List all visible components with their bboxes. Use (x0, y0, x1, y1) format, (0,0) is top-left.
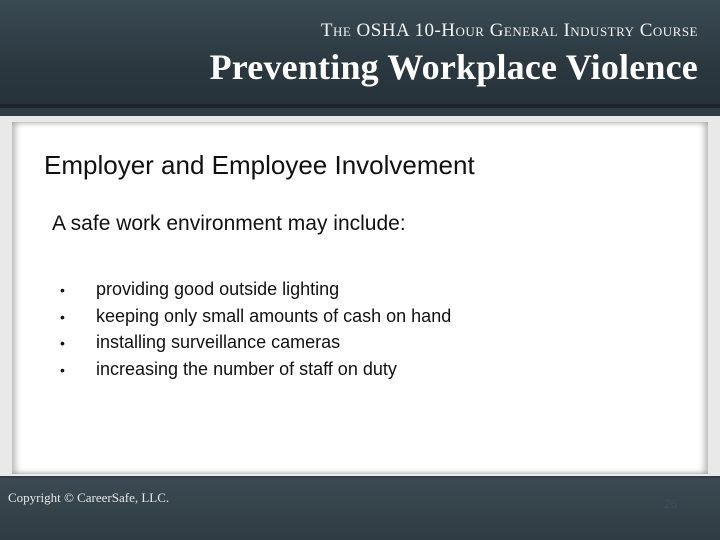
bullet-marker: • (60, 335, 65, 351)
bullet-text: providing good outside lighting (96, 279, 340, 299)
bullet-list (56, 276, 451, 382)
list-item (56, 356, 451, 383)
list-item (56, 303, 451, 330)
bullet-marker: • (60, 361, 65, 378)
bullet-text: installing surveillance cameras (96, 332, 341, 352)
bullet-marker: • (60, 282, 65, 298)
module-title: Preventing Workplace Violence (209, 47, 698, 87)
intro-text: A safe work environment may include: (52, 212, 406, 235)
bullet-text: increasing the number of staff on duty (96, 358, 397, 379)
slide-footer (0, 478, 720, 540)
course-name: The OSHA 10-Hour General Industry Course (320, 20, 698, 41)
list-item (56, 329, 451, 356)
slide-title: Employer and Employee Involvement (44, 150, 475, 180)
bullet-text: keeping only small amounts of cash on hand (96, 305, 452, 326)
header-divider (0, 104, 720, 108)
copyright-notice: Copyright © CareerSafe, LLC. (8, 490, 170, 505)
page-number: 26 (664, 497, 678, 511)
bullet-marker: • (60, 308, 65, 325)
list-item (56, 276, 451, 303)
